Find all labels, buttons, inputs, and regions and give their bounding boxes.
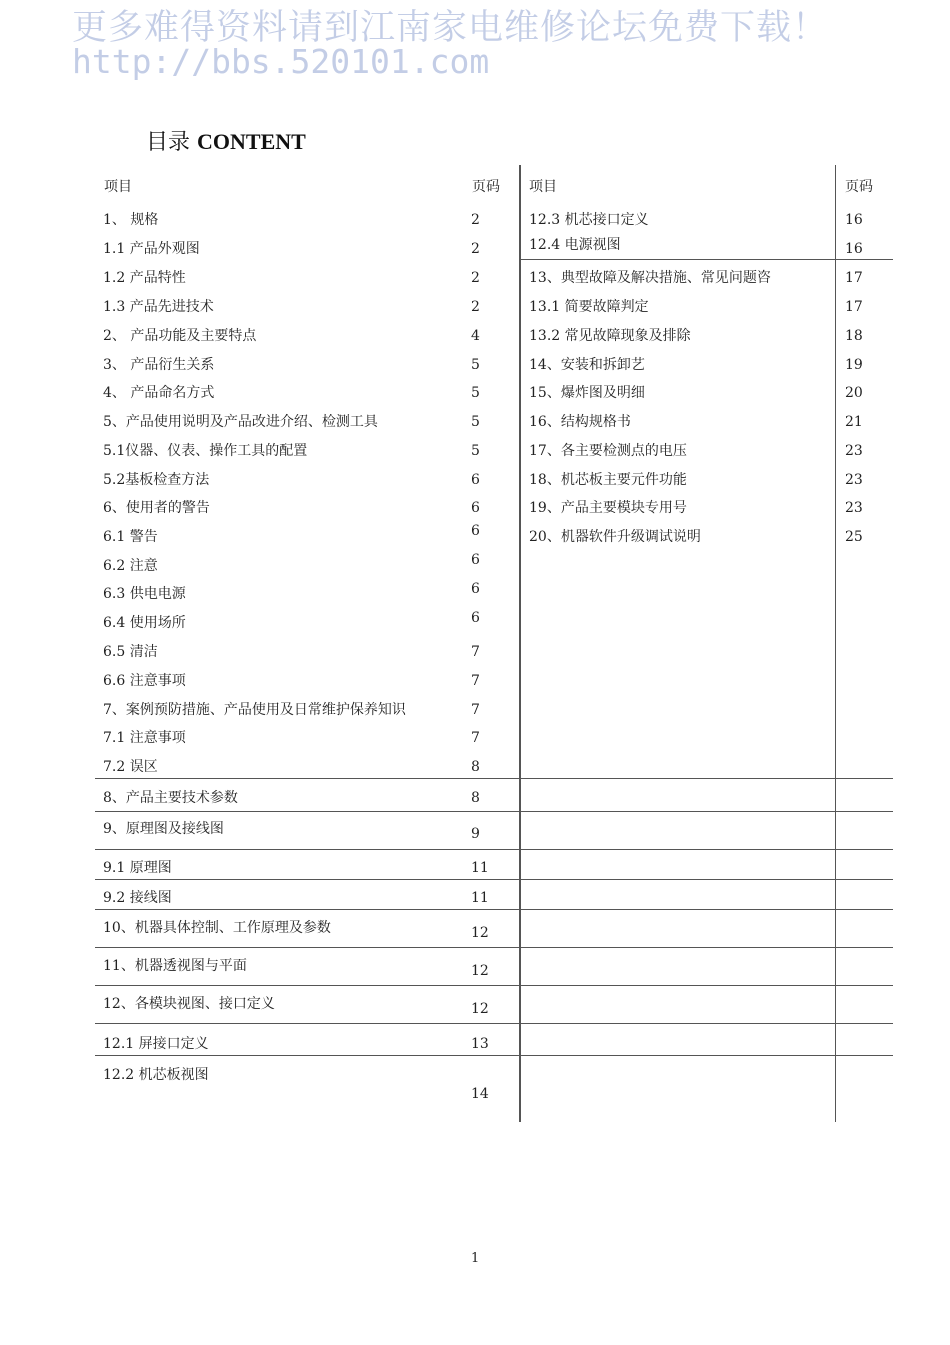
toc-entry-label: 5.2基板检查方法 [103,472,210,488]
toc-entry-page: 16 [845,212,863,228]
row-divider [95,1023,893,1024]
toc-entry-page: 17 [845,270,863,286]
toc-entry-page: 12 [471,963,489,979]
right-header-item: 项目 [529,179,557,195]
toc-entry-page: 5 [471,414,480,430]
toc-entry-page: 4 [471,328,480,344]
toc-entry-page: 17 [845,299,863,315]
row-divider [95,985,893,986]
toc-entry-page: 11 [471,860,489,876]
toc-entry-label: 19、产品主要模块专用号 [529,500,687,516]
toc-entry-page: 7 [471,673,480,689]
toc-entry-label: 13、典型故障及解决措施、常见问题咨 [529,270,771,286]
toc-entry-label: 11、机器透视图与平面 [103,958,247,974]
toc-entry-page: 2 [471,270,480,286]
left-header-item: 项目 [104,179,132,195]
row-divider [95,778,893,779]
toc-entry-page: 16 [845,241,863,257]
toc-entry-page: 2 [471,241,480,257]
toc-entry-page: 12 [471,1001,489,1017]
toc-entry-label: 13.1 简要故障判定 [529,299,649,315]
toc-entry-label: 12.3 机芯接口定义 [529,212,649,228]
toc-entry-label: 15、爆炸图及明细 [529,385,645,401]
toc-entry-label: 8、产品主要技术参数 [103,790,238,806]
toc-entry-label: 12.2 机芯板视图 [103,1067,209,1083]
toc-entry-page: 18 [845,328,863,344]
row-divider [95,849,893,850]
toc-entry-page: 19 [845,357,863,373]
column-divider-right [835,165,836,1122]
toc-entry-label: 1.1 产品外观图 [103,241,200,257]
toc-entry-page: 21 [845,414,863,430]
toc-entry-page: 11 [471,890,489,906]
toc-entry-label: 12.4 电源视图 [529,237,621,253]
toc-entry-label: 6.2 注意 [103,558,158,574]
toc-entry-label: 20、机器软件升级调试说明 [529,529,701,545]
toc-entry-page: 6 [471,552,480,568]
toc-entry-page: 6 [471,500,480,516]
page-title [146,125,306,156]
title-english: CONTENT [197,129,306,154]
toc-entry-page: 12 [471,925,489,941]
toc-entry-page: 6 [471,610,480,626]
row-divider [95,1055,893,1056]
page-number: 1 [471,1251,480,1266]
row-divider [521,259,893,260]
toc-entry-page: 5 [471,357,480,373]
toc-entry-page: 9 [471,826,480,842]
toc-entry-label: 3、 产品衍生关系 [103,357,215,373]
watermark-url: http://bbs.520101.com [72,42,490,81]
right-header-page: 页码 [845,179,873,195]
toc-entry-page: 6 [471,523,480,539]
toc-entry-label: 9、原理图及接线图 [103,821,224,837]
toc-entry-page: 25 [845,529,863,545]
toc-entry-label: 9.2 接线图 [103,890,172,906]
toc-entry-label: 9.1 原理图 [103,860,172,876]
toc-entry-label: 6.6 注意事项 [103,673,186,689]
toc-entry-label: 4、 产品命名方式 [103,385,215,401]
row-divider [95,909,893,910]
toc-entry-page: 8 [471,790,480,806]
toc-entry-page: 20 [845,385,863,401]
toc-entry-page: 8 [471,759,480,775]
toc-entry-page: 7 [471,730,480,746]
toc-entry-label: 12、各模块视图、接口定义 [103,996,275,1012]
toc-entry-page: 7 [471,644,480,660]
toc-entry-label: 10、机器具体控制、工作原理及参数 [103,920,331,936]
toc-entry-label: 13.2 常见故障现象及排除 [529,328,691,344]
toc-entry-page: 6 [471,472,480,488]
toc-entry-label: 12.1 屏接口定义 [103,1036,209,1052]
toc-entry-page: 23 [845,472,863,488]
toc-entry-page: 13 [471,1036,489,1052]
toc-entry-label: 7.1 注意事项 [103,730,186,746]
toc-entry-page: 7 [471,702,480,718]
toc-entry-label: 6.1 警告 [103,529,158,545]
toc-entry-label: 6.5 清洁 [103,644,158,660]
toc-entry-page: 5 [471,385,480,401]
toc-entry-label: 14、安装和拆卸艺 [529,357,645,373]
watermark-line-1: 更多难得资料请到江南家电维修论坛免费下载！ [72,8,829,48]
toc-entry-page: 2 [471,299,480,315]
toc-entry-label: 1.2 产品特性 [103,270,186,286]
toc-entry-page: 5 [471,443,480,459]
row-divider [95,811,893,812]
left-header-page: 页码 [472,179,500,195]
title-chinese: 目录 [146,130,191,155]
toc-entry-label: 2、 产品功能及主要特点 [103,328,257,344]
toc-entry-label: 5.1仪器、仪表、操作工具的配置 [103,443,308,459]
toc-entry-page: 23 [845,443,863,459]
column-divider-center [519,165,521,1122]
toc-entry-label: 6.3 供电电源 [103,586,186,602]
toc-entry-label: 17、各主要检测点的电压 [529,443,687,459]
toc-entry-page: 2 [471,212,480,228]
toc-entry-label: 6、使用者的警告 [103,500,210,516]
toc-entry-label: 7.2 误区 [103,759,158,775]
toc-entry-label: 1、 规格 [103,212,159,228]
row-divider [95,879,893,880]
toc-entry-page: 23 [845,500,863,516]
toc-entry-page: 6 [471,581,480,597]
toc-entry-page: 14 [471,1086,489,1102]
toc-entry-label: 18、机芯板主要元件功能 [529,472,687,488]
row-divider [95,947,893,948]
toc-entry-label: 16、结构规格书 [529,414,631,430]
toc-entry-label: 1.3 产品先进技术 [103,299,214,315]
toc-entry-label: 6.4 使用场所 [103,615,186,631]
toc-entry-label: 5、产品使用说明及产品改进介绍、检测工具 [103,414,378,430]
toc-entry-label: 7、案例预防措施、产品使用及日常维护保养知识 [103,702,406,718]
